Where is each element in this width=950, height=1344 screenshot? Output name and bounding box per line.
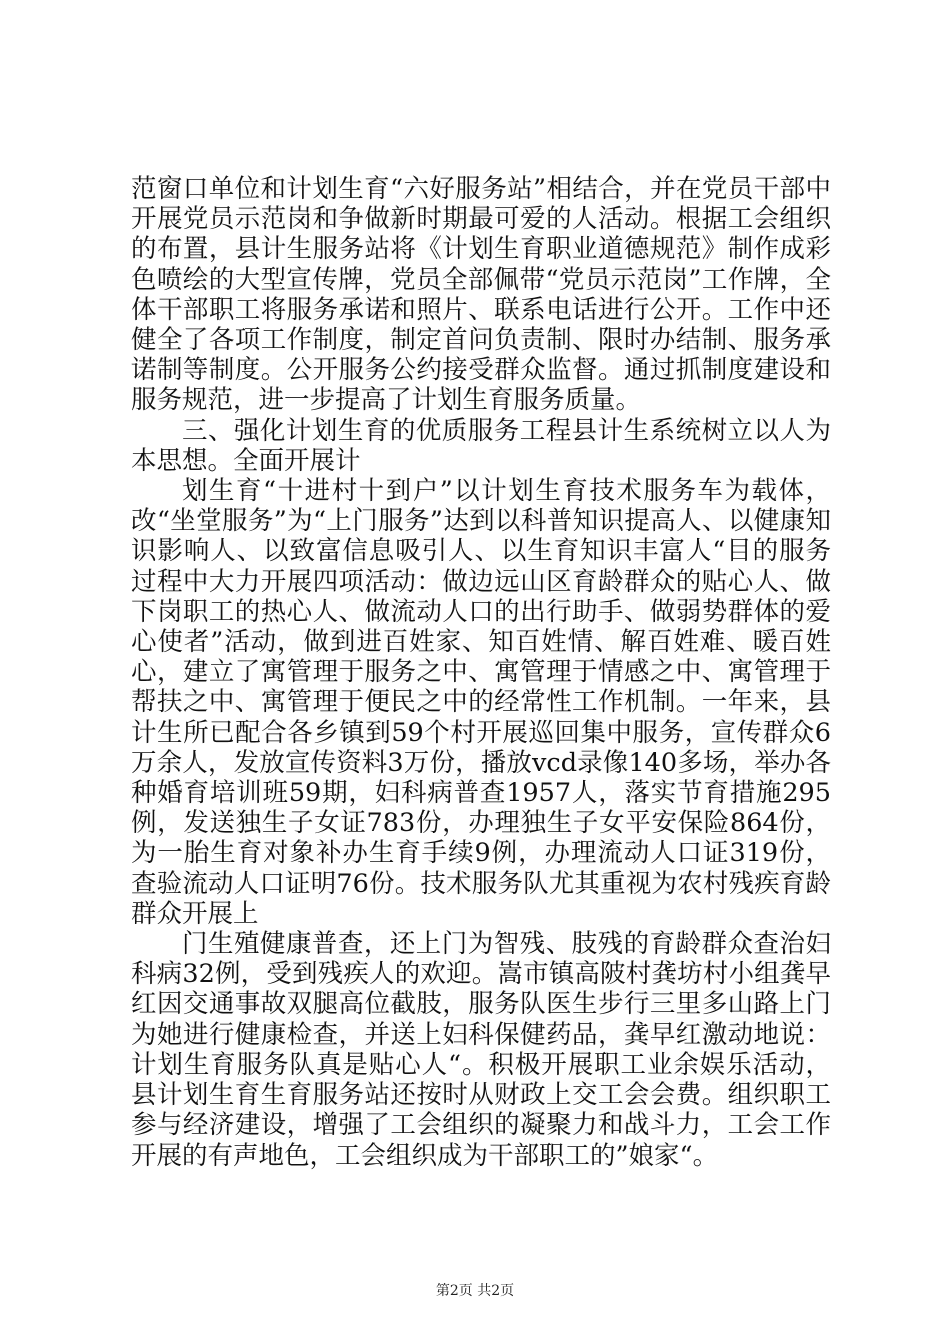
- paragraph-2: 三、强化计划生育的优质服务工程县计生系统树立以人为本思想。全面开展计: [131, 415, 831, 476]
- page-number-footer: 第2页 共2页: [435, 1283, 515, 1299]
- paragraph-3: 划生育“十进村十到户”以计划生育技术服务车为载体，改“坐堂服务”为“上门服务”达到以科普知识提高人、以健康知识影响人、以致富信息吸引人、以生育知识丰富人“目的服务过程中大力开展四项活动：做边远山区育龄群众的贴心人、做下岗职工的热心人、做流动人口的出行助手、做弱势群体的爱心使者”活动，做到进百姓家、知百姓情、解百姓难、暖百姓心，建立了寓管理于服务之中、寓管理于情感之中、寓管理于帮扶之中、寓管理于便民之中的经常性工作机制。一年来，县计生所已配合各乡镇到59个村开展巡回集中服务，宣传群众6万余人，发放宣传资料3万份，播放vcd录像140多场，举办各种婚育培训班59期，妇科病普查1957人，落实节育措施295例，发送独生子女证783份，办理独生子女平安保险864份，为一胎生育对象补办生育手续9例，办理流动人口证319份，查验流动人口证明76份。技术服务队尤其重视为农村残疾育龄群众开展上: [131, 476, 831, 929]
- paragraph-4: 门生殖健康普查，还上门为智残、肢残的育龄群众查治妇科病32例，受到残疾人的欢迎。嵩市镇高陂村龚坊村小组龚早红因交通事故双腿高位截肢，服务队医生步行三里多山路上门为她进行健康检查，并送上妇科保健药品，龚早红激动地说：计划生育服务队真是贴心人“。积极开展职工业余娱乐活动，县计划生育生育服务站还按时从财政上交工会会费。组织职工参与经济建设，增强了工会组织的凝聚力和战斗力，工会工作开展的有声地色，工会组织成为干部职工的”娘家“。: [131, 929, 831, 1171]
- paragraph-1: 范窗口单位和计划生育“六好服务站”相结合，并在党员干部中开展党员示范岗和争做新时期最可爱的人活动。根据工会组织的布置，县计生服务站将《计划生育职业道德规范》制作成彩色喷绘的大型宣传牌，党员全部佩带“党员示范岗”工作牌，全体干部职工将服务承诺和照片、联系电话进行公开。工作中还健全了各项工作制度，制定首问负责制、限时办结制、服务承诺制等制度。公开服务公约接受群众监督。通过抓制度建设和服务规范，进一步提高了计划生育服务质量。: [131, 174, 831, 416]
- document-body: [131, 174, 831, 1171]
